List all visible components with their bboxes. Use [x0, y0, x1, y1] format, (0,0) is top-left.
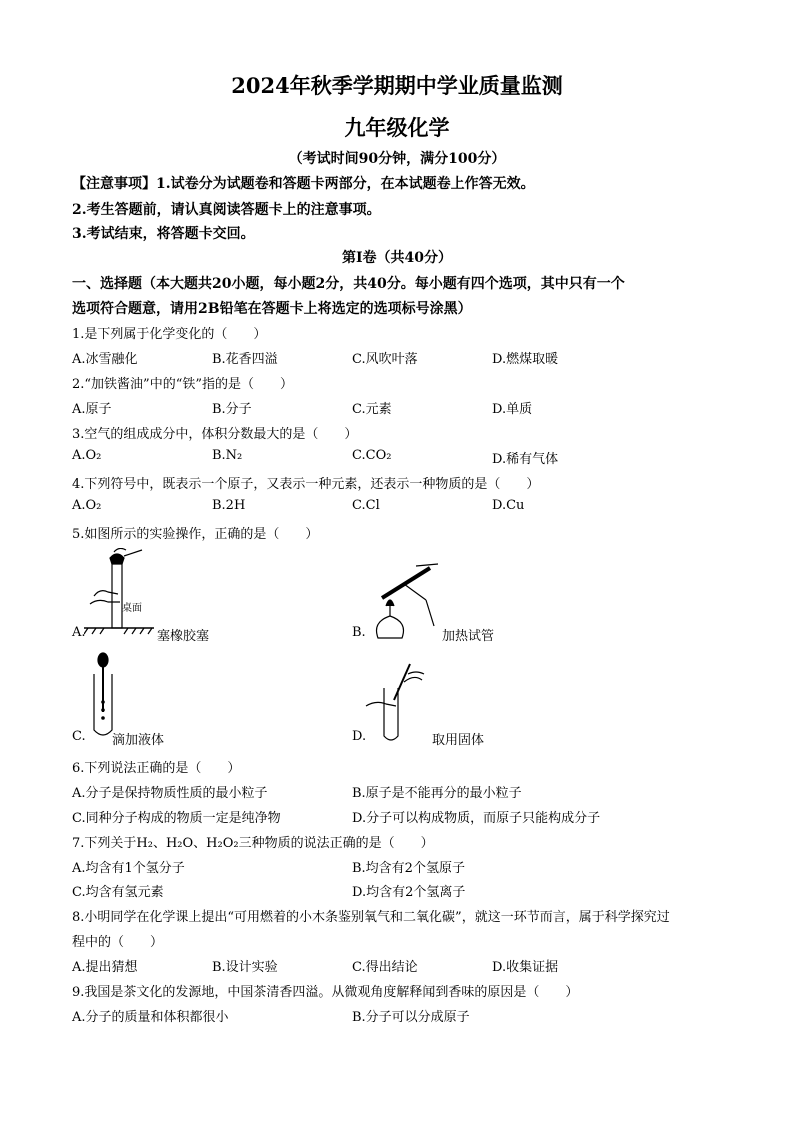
q8-option-c: C.得出结论 [352, 960, 418, 975]
note-2: 2.考生答题前，请认真阅读答题卡上的注意事项。 [72, 202, 381, 218]
q1-option-d: D.燃煤取暖 [492, 352, 559, 367]
figure-a-label: 塞橡胶塞 [157, 629, 210, 644]
q8-option-b: B.设计实验 [212, 960, 278, 975]
q7-option-c: C.均含有氢元素 [72, 885, 164, 900]
question-4-stem: 4.下列符号中，既表示一个原子，又表示一种元素，还表示一种物质的是（ ） [72, 477, 540, 492]
note-3: 3.考试结束，将答题卡交回。 [72, 226, 255, 242]
q4-option-a: A.O₂ [72, 498, 102, 513]
q8-option-a: A.提出猜想 [72, 960, 138, 975]
question-5-stem: 5.如图所示的实验操作，正确的是（ ） [72, 527, 319, 542]
q3-option-b: B.N₂ [212, 448, 243, 463]
q6-option-c: C.同种分子构成的物质一定是纯净物 [72, 811, 281, 826]
q5-option-a: A. [72, 625, 86, 640]
q5-option-d: D. [352, 729, 367, 744]
exam-subject: 九年级化学 [344, 115, 450, 140]
q5-option-c: C. [72, 729, 86, 744]
question-8-stem-line-1: 8.小明同学在化学课上提出“可用燃着的小木条鉴别氧气和二氧化碳”，就这一环节而言，属于科学探究过 [72, 910, 670, 925]
section-title: 第Ⅰ卷（共40分） [341, 250, 453, 266]
q3-option-a: A.O₂ [72, 448, 102, 463]
q2-option-c: C.元素 [352, 402, 392, 417]
q2-option-b: B.分子 [212, 402, 252, 417]
q3-option-d: D.稀有气体 [492, 452, 559, 467]
section-instructions-2: 选项符合题意，请用2B铅笔在答题卡上将选定的选项标号涂黑） [72, 301, 472, 317]
q1-option-b: B.花香四溢 [212, 352, 278, 367]
question-2-stem: 2.“加铁酱油”中的“铁”指的是（ ） [72, 377, 293, 392]
q9-option-b: B.分子可以分成原子 [352, 1010, 470, 1025]
q6-option-d: D.分子可以构成物质，而原子只能构成分子 [352, 811, 601, 826]
question-9-stem: 9.我国是茶文化的发源地，中国茶清香四溢。从微观角度解释闻到香味的原因是（ ） [72, 985, 579, 1000]
q4-option-d: D.Cu [492, 498, 525, 513]
figure-d-solid-illustration [364, 660, 430, 744]
question-6-stem: 6.下列说法正确的是（ ） [72, 761, 241, 776]
q6-option-b: B.原子是不能再分的最小粒子 [352, 786, 522, 801]
q7-option-a: A.均含有1个氢分子 [72, 861, 185, 876]
exam-title: 2024年秋季学期期中学业质量监测 [231, 73, 563, 98]
q7-option-b: B.均含有2个氢原子 [352, 861, 465, 876]
q4-option-b: B.2H [212, 498, 246, 513]
note-1: 【注意事项】1.试卷分为试题卷和答题卡两部分，在本试题卷上作答无效。 [72, 176, 535, 192]
question-3-stem: 3.空气的组成成分中，体积分数最大的是（ ） [72, 427, 358, 442]
figure-c-label: 滴加液体 [112, 733, 165, 748]
q4-option-c: C.Cl [352, 498, 380, 513]
q8-option-d: D.收集证据 [492, 960, 559, 975]
figure-b-label: 加热试管 [442, 629, 495, 644]
question-1-stem: 1.是下列属于化学变化的（ ） [72, 327, 267, 342]
q2-option-d: D.单质 [492, 402, 533, 417]
exam-info: （考试时间90分钟，满分100分） [288, 151, 506, 167]
q1-option-c: C.风吹叶落 [352, 352, 418, 367]
q6-option-a: A.分子是保持物质性质的最小粒子 [72, 786, 268, 801]
desk-label: 桌面 [122, 603, 142, 614]
figure-b-heating-illustration [364, 560, 440, 640]
figure-a-stopper-illustration [84, 548, 154, 638]
q5-option-b: B. [352, 625, 366, 640]
q3-option-c: C.CO₂ [352, 448, 392, 463]
figure-d-label: 取用固体 [432, 733, 485, 748]
question-7-stem: 7.下列关于H₂、H₂O、H₂O₂三种物质的说法正确的是（ ） [72, 836, 434, 851]
question-8-stem-line-2: 程中的（ ） [72, 935, 164, 950]
q7-option-d: D.均含有2个氢离子 [352, 885, 466, 900]
q1-option-a: A.冰雪融化 [72, 352, 138, 367]
q2-option-a: A.原子 [72, 402, 112, 417]
q9-option-a: A.分子的质量和体积都很小 [72, 1010, 229, 1025]
section-instructions-1: 一、选择题（本大题共20小题，每小题2分，共40分。每小题有四个选项，其中只有一个 [72, 276, 625, 292]
